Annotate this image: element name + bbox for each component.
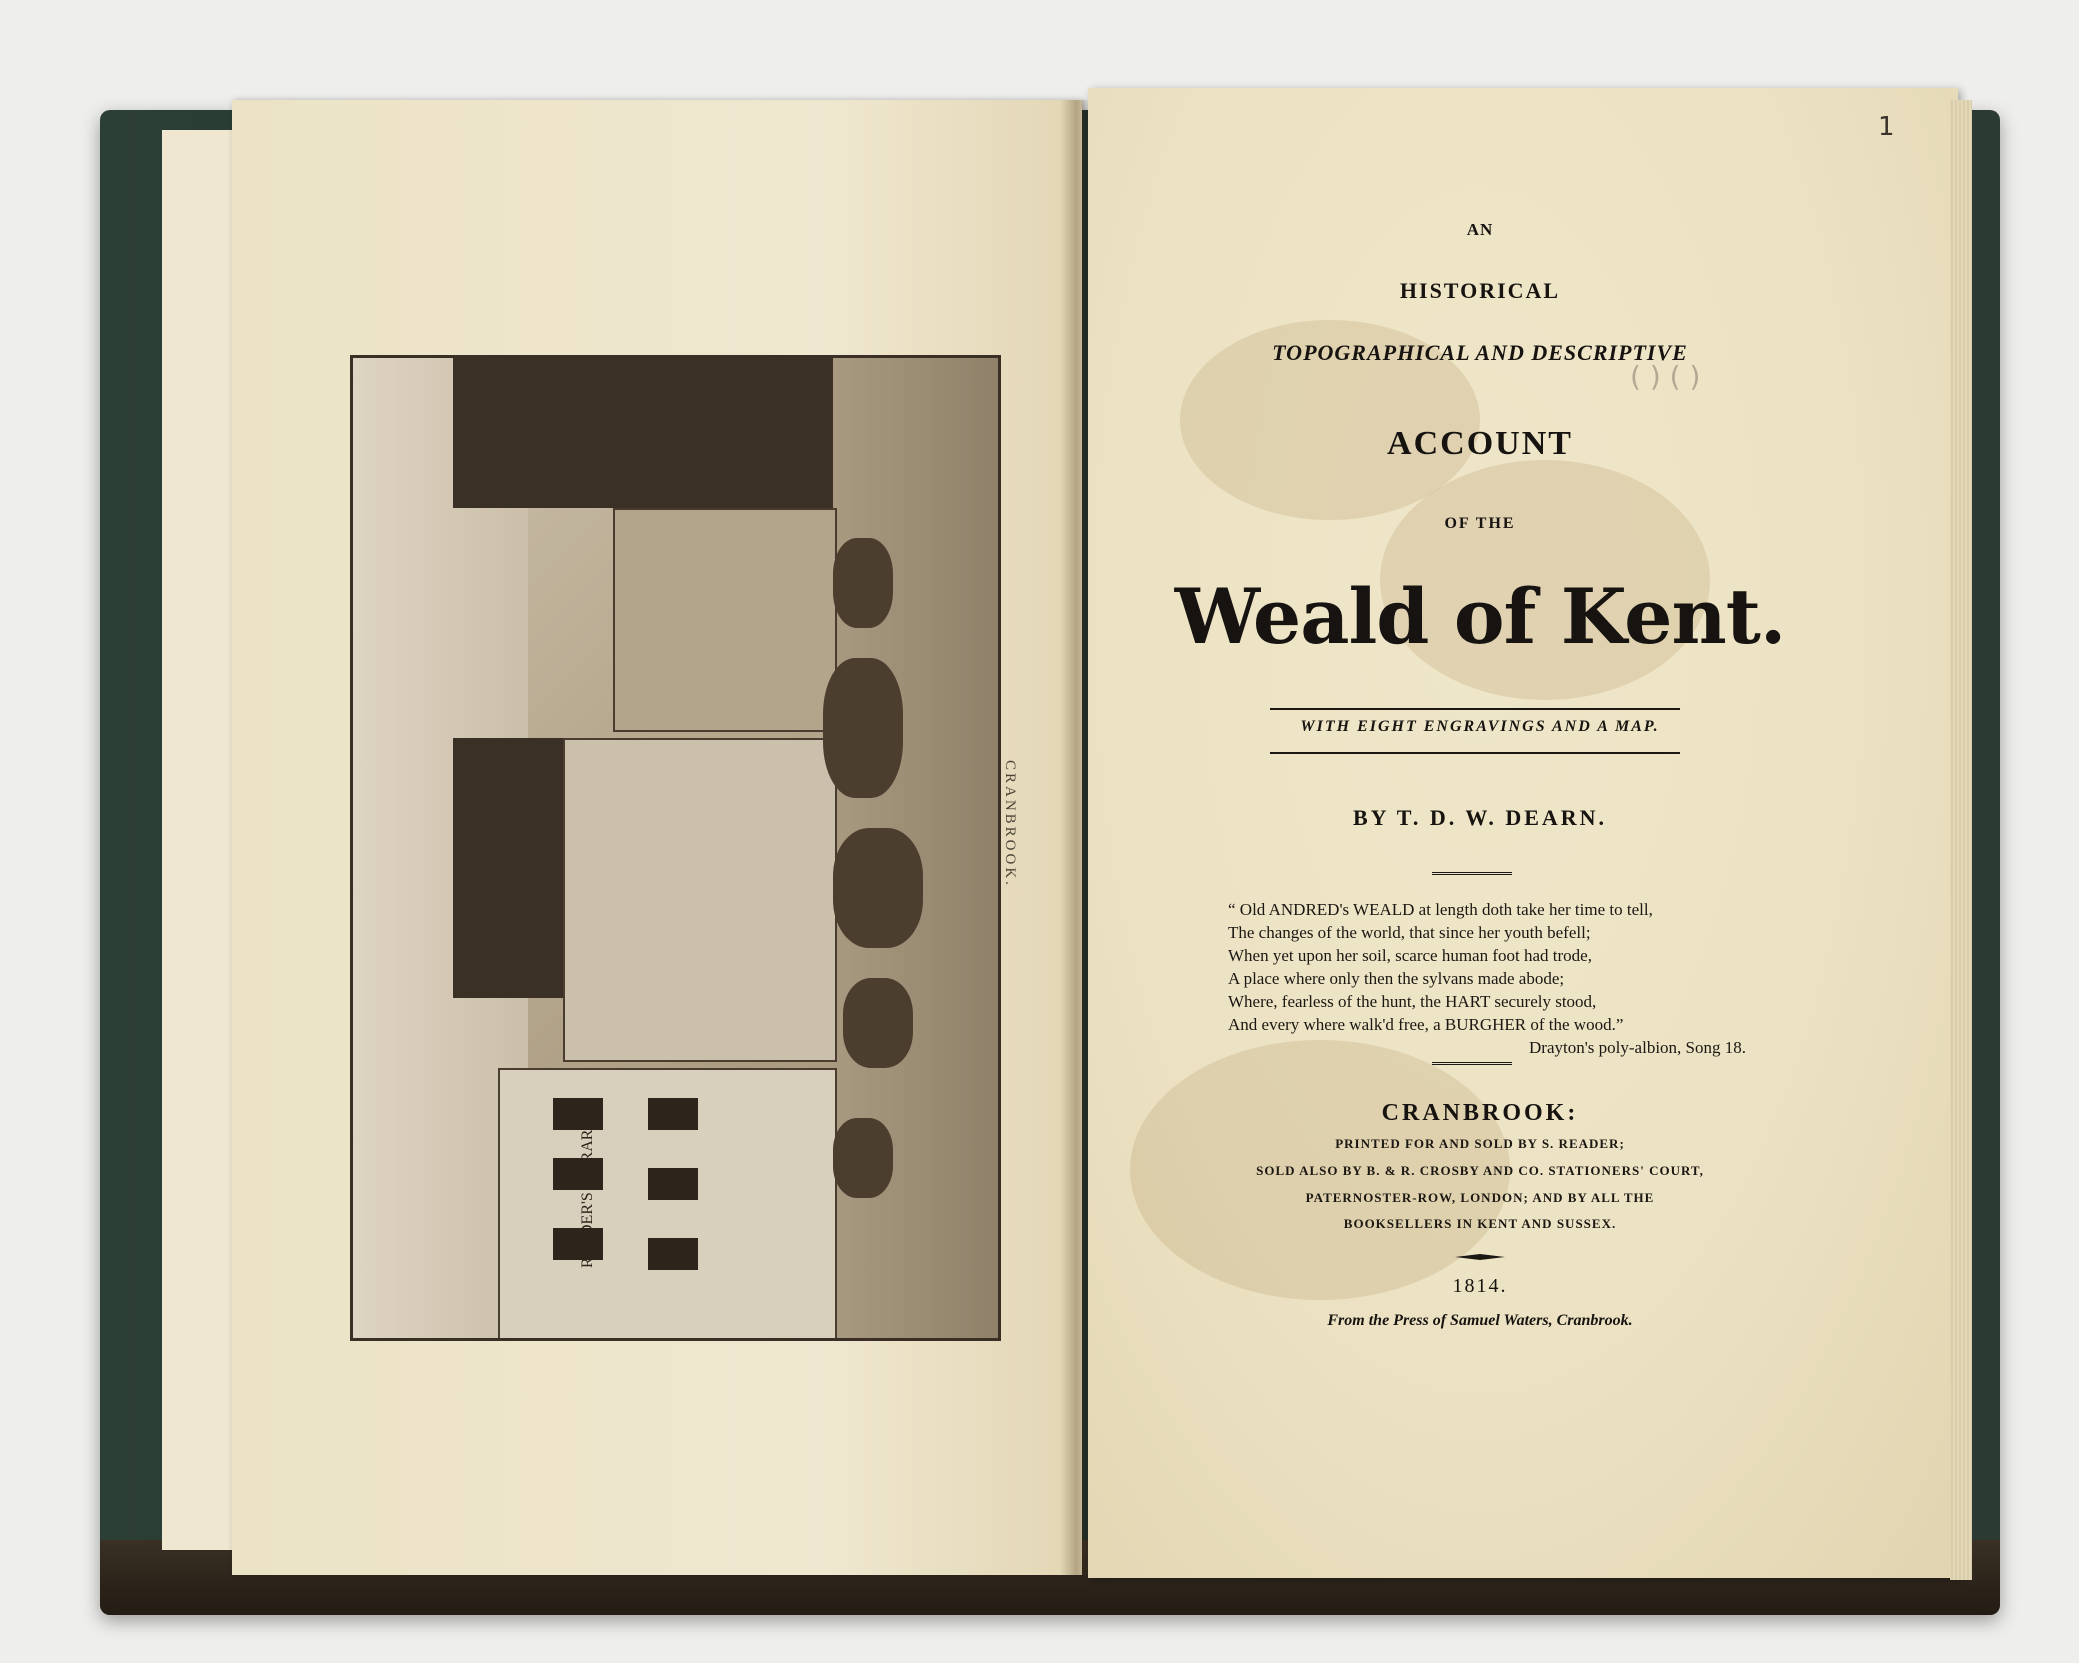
plate-figures bbox=[833, 538, 893, 628]
title-line-topographical: TOPOGRAPHICAL AND DESCRIPTIVE bbox=[1272, 340, 1688, 365]
plate-building-middle bbox=[563, 738, 837, 1062]
divider-rule bbox=[1432, 872, 1512, 881]
poem-attribution: Drayton's poly-albion, Song 18. bbox=[1529, 1038, 1746, 1057]
poem-line: “ Old ANDRED's WEALD at length doth take her time to tell, bbox=[1228, 900, 1653, 919]
poem-line: Where, fearless of the hunt, the HART securely stood, bbox=[1228, 992, 1597, 1011]
page-edges bbox=[1950, 100, 1972, 1580]
page-number: 1 bbox=[1878, 112, 1895, 142]
plate-window bbox=[648, 1238, 698, 1270]
imprint-line: PRINTED FOR AND SOLD BY S. READER; bbox=[1335, 1136, 1625, 1151]
plate-figures bbox=[833, 1118, 893, 1198]
plate-window bbox=[648, 1168, 698, 1200]
title-line-historical: HISTORICAL bbox=[1399, 278, 1561, 303]
imprint-line: SOLD ALSO BY B. & R. CROSBY AND CO. STATIONERS' COURT, bbox=[1256, 1163, 1704, 1178]
plate-trees bbox=[453, 738, 563, 998]
imprint-place: CRANBROOK: bbox=[1381, 1100, 1579, 1126]
engraving-plate bbox=[350, 355, 1001, 1341]
title-line-an: AN bbox=[1466, 220, 1494, 239]
author-line: BY T. D. W. DEARN. bbox=[1352, 805, 1608, 830]
divider-rule bbox=[1432, 1062, 1512, 1071]
plate-window bbox=[648, 1098, 698, 1130]
book-title: Weald of Kent. bbox=[1174, 572, 1786, 661]
rule-top bbox=[1270, 708, 1680, 710]
epigraph-poem bbox=[1228, 898, 1748, 1059]
poem-line: The changes of the world, that since her youth befell; bbox=[1228, 923, 1591, 942]
plate-figures bbox=[843, 978, 913, 1068]
title-line-of-the: OF THE bbox=[1444, 515, 1516, 532]
plate-dark-building bbox=[453, 358, 833, 508]
plate-caption: CRANBROOK. bbox=[1002, 760, 1018, 888]
poem-line: When yet upon her soil, scarce human foot had trode, bbox=[1228, 946, 1592, 965]
poem-line: A place where only then the sylvans made abode; bbox=[1228, 969, 1565, 988]
title-line-account: ACCOUNT bbox=[1387, 425, 1573, 462]
plate-figures bbox=[833, 828, 923, 948]
plate-figures bbox=[823, 658, 903, 798]
rule-bottom bbox=[1270, 752, 1680, 754]
plate-market-house bbox=[613, 508, 837, 732]
imprint-line: PATERNOSTER-ROW, LONDON; AND BY ALL THE bbox=[1305, 1190, 1655, 1205]
pencil-mark: ( ) ( ) bbox=[1630, 360, 1701, 393]
poem-line: And every where walk'd free, a BURGHER of the wood.” bbox=[1228, 1015, 1624, 1034]
printer-line: From the Press of Samuel Waters, Cranbrook. bbox=[1327, 1312, 1633, 1329]
title-page bbox=[1088, 88, 1958, 1578]
plate-shop-sign: READER'S LIBRARY. bbox=[579, 1116, 596, 1268]
publication-year: 1814. bbox=[1452, 1275, 1508, 1297]
book-gutter bbox=[1060, 100, 1090, 1575]
imprint-line: BOOKSELLERS IN KENT AND SUSSEX. bbox=[1343, 1216, 1617, 1231]
title-line-engravings: WITH EIGHT ENGRAVINGS AND A MAP. bbox=[1300, 718, 1660, 735]
